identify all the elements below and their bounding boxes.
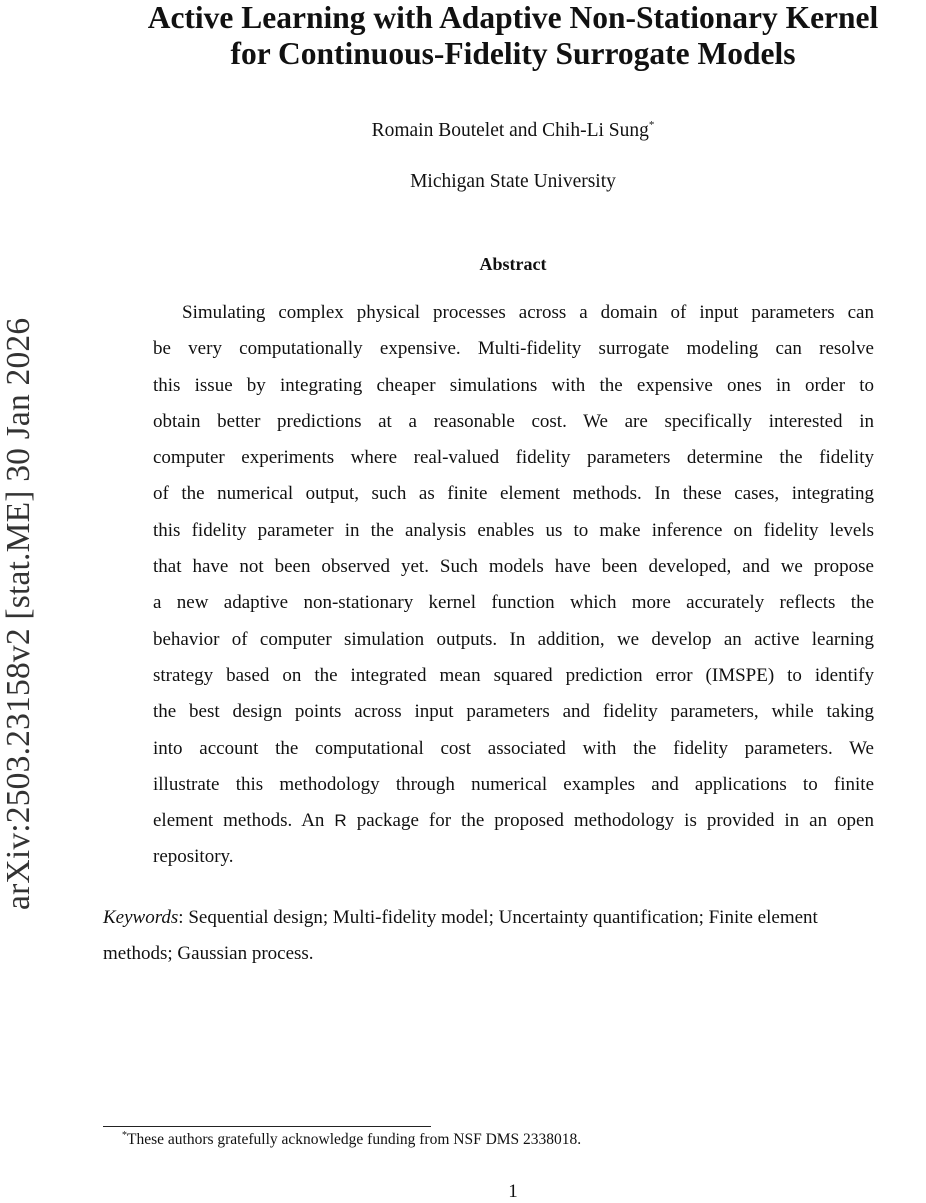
keywords-label: Keywords [103,907,179,928]
abstract-line: strategy based on the integrated mean squared prediction error (IMSPE) to identify [153,664,874,686]
abstract-line: this fidelity parameter in the analysis enables us to make inference on fidelity levels [153,519,874,541]
abstract-line [153,808,874,844]
author-footnote-mark[interactable]: * [648,119,655,131]
abstract-text: element methods. An [153,810,335,832]
affiliation: Michigan State University [410,171,616,192]
author-list [100,119,926,142]
abstract-line: the best design points across input parameters and fidelity parameters, while taking [153,701,874,723]
footnote-rule [103,1126,431,1127]
title-line: for Continuous-Fidelity Surrogate Models [230,36,796,71]
footnote-mark: * [122,1130,127,1141]
abstract-line: behavior of computer simulation outputs. In addition, we develop an active learning [153,628,874,650]
keywords-line [103,905,926,941]
abstract-line: obtain better predictions at a reasonable cost. We are specifically interested in [153,410,874,432]
author-names: Romain Boutelet and Chih-Li Sung [371,120,649,141]
keywords-text: : Sequential design; Multi-fidelity model; Uncertainty quantification; Finite element [178,907,818,928]
abstract-line: be very computationally expensive. Multi-fidelity surrogate modeling can resolve [153,338,874,360]
abstract-heading: Abstract [479,254,547,274]
abstract-text: package for the proposed methodology is provided in an open [346,810,874,832]
abstract-line: that have not been observed yet. Such models have been developed, and we propose [153,556,874,578]
paper-title [100,0,926,72]
abstract-line: a new adaptive non-stationary kernel function which more accurately reflects the [153,592,874,614]
keywords-line: methods; Gaussian process. [103,943,314,965]
keywords-section [103,905,926,978]
footnote-text: These authors gratefully acknowledge funding from NSF DMS 2338018. [127,1131,582,1148]
abstract-line: into account the computational cost associated with the fidelity parameters. We [153,737,874,759]
abstract-line: computer experiments where real-valued fidelity parameters determine the fidelity [153,447,874,469]
abstract-body [153,300,874,881]
arxiv-identifier-stamp[interactable]: arXiv:2503.23158v2 [stat.ME] 30 Jan 2026 [0,317,37,910]
abstract-line: illustrate this methodology through numerical examples and applications to finite [153,773,874,795]
footnote [122,1130,581,1149]
abstract-line: Simulating complex physical processes across a domain of input parameters can [182,302,874,323]
page-number: 1 [508,1181,518,1202]
abstract-line: repository. [153,846,234,868]
title-line: Active Learning with Adaptive Non-Stationary Kernel [147,0,879,35]
abstract-line: this issue by integrating cheaper simulations with the expensive ones in order to [153,374,874,396]
r-package-name: R [334,811,347,831]
abstract-line: of the numerical output, such as finite element methods. In these cases, integrating [153,483,874,505]
